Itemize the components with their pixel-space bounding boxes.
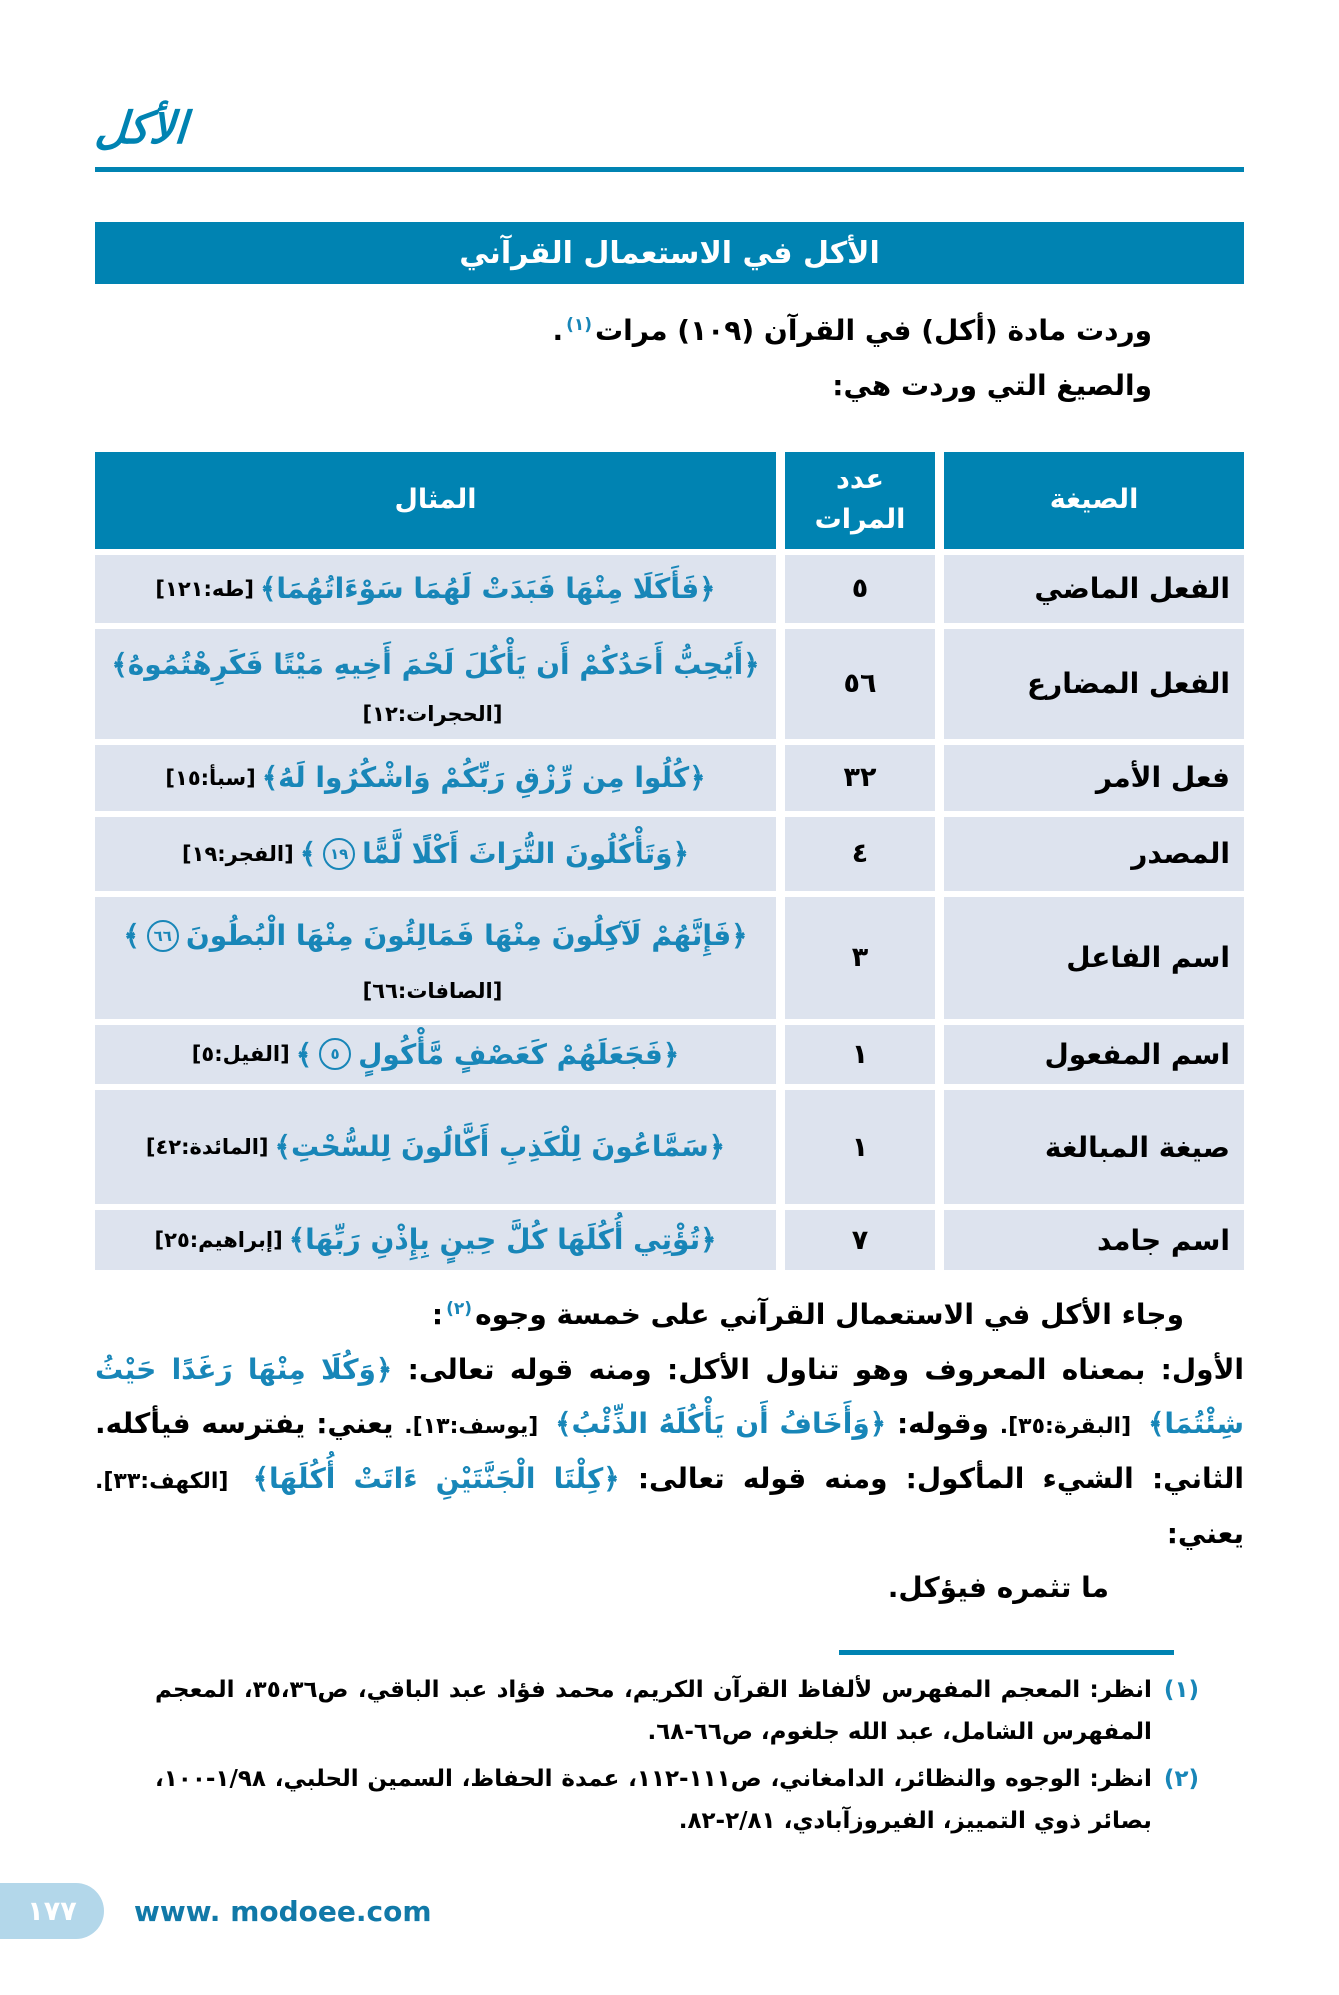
intro-text: وردت مادة (أكل) في القرآن (١٠٩) مرات (595, 314, 1152, 348)
running-head (95, 105, 1244, 172)
verse-close-bracket: ﴾ (123, 919, 140, 953)
page-content (0, 105, 1339, 1843)
quran-verse: ﴿وَأَخَافُ أَن يَأْكُلَهُ الذِّئْبُ﴾ (555, 1407, 887, 1441)
usage-heading-colon: : (431, 1298, 444, 1332)
footnote-marker: (١) (1163, 1676, 1199, 1703)
verse-reference: [الكهف:٣٣]. (95, 1468, 229, 1494)
verse-close-bracket: ﴾ (295, 1037, 313, 1071)
second-way-text: الشيء المأكول: ومنه قوله تعالى: (637, 1461, 1134, 1495)
usage-heading-text: وجاء الأكل في الاستعمال القرآني على خمسة وجوه (475, 1298, 1184, 1332)
verse-reference: [المائدة:٤٢] (145, 1135, 269, 1160)
verse-reference: [سبأ:١٥] (165, 765, 256, 790)
count-cell: ٣٢ (785, 745, 935, 811)
aya-number-medallion: ٥ (319, 1038, 351, 1070)
verse-reference: [الفيل:٥] (191, 1042, 290, 1067)
quran-verse: ﴿فَجَعَلَهُمْ كَعَصْفٍ مَّأْكُولٍ (358, 1037, 680, 1071)
section-title: الأكل في الاستعمال القرآني (459, 235, 880, 271)
count-cell: ٤ (785, 817, 935, 891)
count-cell: ١ (785, 1090, 935, 1204)
verse-reference: [إبراهيم:٢٥] (154, 1228, 283, 1253)
page-number: ١٧٧ (27, 1895, 77, 1927)
form-cell: اسم المفعول (944, 1025, 1244, 1085)
header-rule (95, 167, 1244, 172)
quran-verse: ﴿وَكُلَا مِنْهَا رَغَدًا حَيْثُ شِئْتُمَا﴾ (95, 1352, 1245, 1441)
form-cell: اسم جامد (944, 1210, 1244, 1270)
verse-reference: [البقرة:٣٥]. (999, 1414, 1132, 1440)
section-banner (95, 222, 1244, 284)
footnote-item (155, 1758, 1199, 1843)
footnotes (95, 1669, 1244, 1843)
form-cell: فعل الأمر (944, 745, 1244, 811)
quran-verse: ﴿فَإِنَّهُمْ لَآكِلُونَ مِنْهَا فَمَالِئُونَ مِنْهَا الْبُطُونَ (185, 919, 748, 953)
form-cell: صيغة المبالغة (944, 1090, 1244, 1204)
table-header-form: الصيغة (944, 452, 1244, 549)
page-footer (0, 1883, 432, 1939)
quran-verse: ﴿فَأَكَلَا مِنْهَا فَبَدَتْ لَهُمَا سَوْءَاتُهُمَا﴾ (259, 571, 716, 605)
form-cell: الفعل المضارع (944, 629, 1244, 739)
verse-reference: [طه:١٢١] (155, 576, 254, 601)
example-cell (95, 897, 776, 1019)
quran-verse: ﴿تُؤْتِي أُكُلَهَا كُلَّ حِينٍ بِإِذْنِ رَبِّهَا﴾ (288, 1223, 717, 1257)
aya-number-medallion: ٦٦ (147, 920, 179, 952)
count-cell: ٥٦ (785, 629, 935, 739)
running-head-title: الأكل (93, 103, 189, 154)
verse-reference: [الحجرات:١٢] (362, 701, 503, 726)
forms-table (95, 452, 1244, 1271)
count-cell: ٥ (785, 555, 935, 623)
intro-line-2: والصيغ التي وردت هي: (832, 368, 1152, 402)
book-page (0, 105, 1339, 1995)
footnote-separator (839, 1650, 1174, 1655)
footnote-reference-1: (١) (566, 315, 593, 336)
form-cell: المصدر (944, 817, 1244, 891)
second-way-label: الثاني: (1151, 1461, 1245, 1495)
usage-heading (95, 1288, 1244, 1343)
example-cell (95, 1090, 776, 1204)
intro-period: . (552, 314, 564, 348)
verse-reference: [يوسف:١٣]. (404, 1414, 539, 1440)
example-cell (95, 1025, 776, 1085)
footnote-reference-2: (٢) (446, 1298, 473, 1319)
example-cell (95, 1210, 776, 1270)
quran-verse: ﴿كُلُوا مِن رِّزْقِ رَبِّكُمْ وَاشْكُرُوا لَهُ﴾ (261, 760, 706, 794)
intro-paragraph (95, 304, 1244, 413)
first-way-tail: يعني: يفترسه فيأكله. (95, 1407, 394, 1441)
footnote-marker: (٢) (1163, 1765, 1199, 1792)
usage-continuation-line: ما تثمره فيؤكل. (887, 1571, 1109, 1605)
verse-reference: [الفجر:١٩] (182, 841, 294, 866)
example-cell (95, 817, 776, 891)
usage-section (95, 1288, 1244, 1616)
usage-first-paragraph (95, 1343, 1244, 1452)
count-cell: ٧ (785, 1210, 935, 1270)
form-cell: الفعل الماضي (944, 555, 1244, 623)
footnote-text: انظر: الوجوه والنظائر، الدامغاني، ص١١١-١١٢، عمدة الحفاظ، السمين الحلبي، ١/٩٨-١٠٠، بصائر ذوي التمييز، الفيروزآبادي، ٢/٨١-٨٢. (155, 1765, 1152, 1835)
footnote-item (155, 1669, 1199, 1754)
website-link[interactable]: www. modoee.com (134, 1894, 432, 1928)
verse-close-bracket: ﴾ (299, 837, 317, 871)
second-way-tail: يعني: (1166, 1516, 1244, 1550)
form-cell: اسم الفاعل (944, 897, 1244, 1019)
quran-verse: ﴿كِلْتَا الْجَنَّتَيْنِ ءَاتَتْ أُكُلَهَا﴾ (252, 1461, 620, 1495)
footnote-text: انظر: المعجم المفهرس لألفاظ القرآن الكريم، محمد فؤاد عبد الباقي، ص٣٥،٣٦، المعجم المفهرس الشامل، عبد الله جلغوم، ص٦٦-٦٨. (155, 1676, 1152, 1746)
table-header-count: عدد المرات (785, 452, 935, 549)
quran-verse: ﴿أَيُحِبُّ أَحَدُكُمْ أَن يَأْكُلَ لَحْمَ أَخِيهِ مَيْتًا فَكَرِهْتُمُوهُ﴾ (111, 648, 760, 682)
aya-number-medallion: ١٩ (323, 838, 355, 870)
example-cell (95, 745, 776, 811)
count-cell: ١ (785, 1025, 935, 1085)
table-header-example: المثال (95, 452, 776, 549)
example-cell (95, 629, 776, 739)
usage-second-paragraph (95, 1452, 1244, 1561)
intro-line-1 (95, 304, 1244, 359)
page-number-pill (0, 1883, 104, 1939)
quran-verse: ﴿وَتَأْكُلُونَ التُّرَاثَ أَكْلًا لَّمًّا (362, 836, 689, 870)
first-way-label: الأول: (1160, 1352, 1245, 1386)
first-way-text: بمعناه المعروف وهو تناول الأكل: ومنه قوله تعالى: (407, 1352, 1146, 1386)
first-way-mid: وقوله: (896, 1407, 989, 1441)
quran-verse: ﴿سَمَّاعُونَ لِلْكَذِبِ أَكَّالُونَ لِلسُّحْتِ﴾ (274, 1130, 726, 1164)
count-cell: ٣ (785, 897, 935, 1019)
verse-reference: [الصافات:٦٦] (362, 978, 503, 1003)
example-cell (95, 555, 776, 623)
